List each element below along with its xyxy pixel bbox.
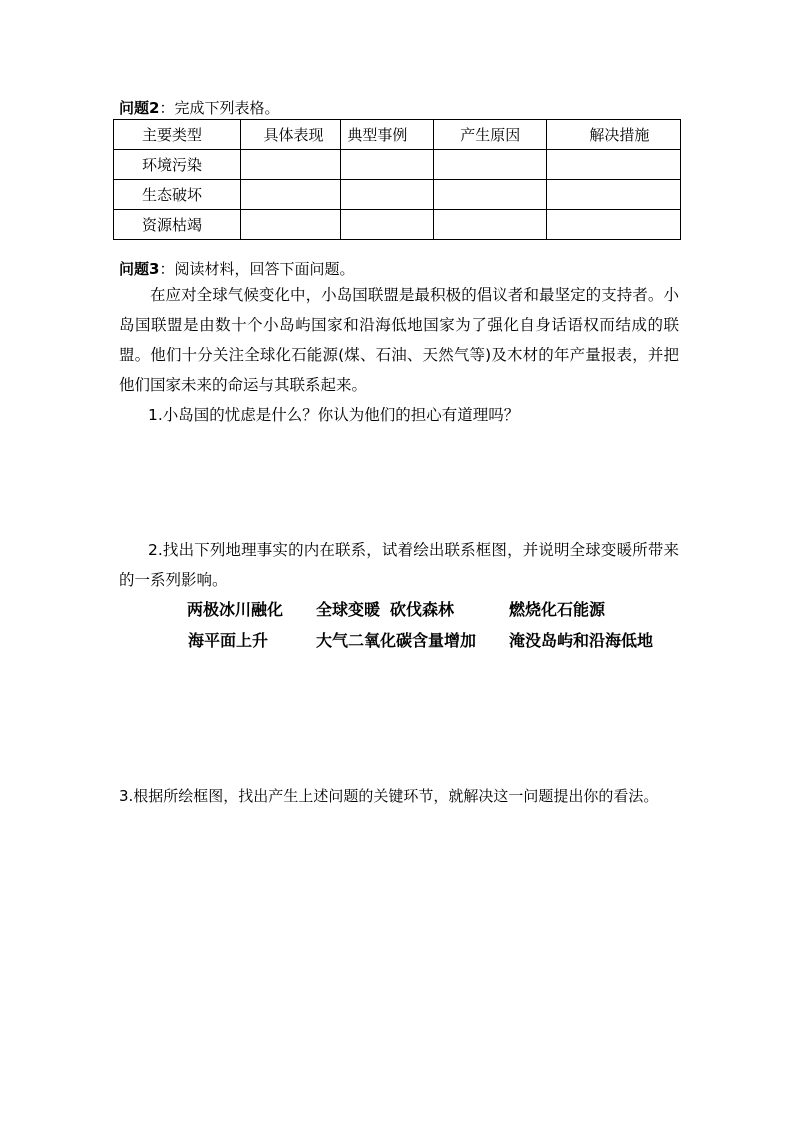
term-sea-level-rise: 海平面上升: [188, 631, 269, 650]
table-cell: 环境污染: [114, 150, 241, 180]
table-cell[interactable]: [341, 150, 434, 180]
table-header-cell: 具体表现: [241, 120, 341, 150]
table-row: [114, 150, 681, 180]
question-3-title: [119, 258, 354, 279]
table-cell: 生态破坏: [114, 180, 241, 210]
table-cell[interactable]: [547, 210, 681, 240]
table-row: [114, 210, 681, 240]
term-polar-glacier-melt: 两极冰川融化: [187, 600, 284, 619]
question-2-text: ：完成下列表格。: [159, 99, 280, 117]
term-atmospheric-co2-increase: 大气二氧化碳含量增加: [316, 631, 477, 650]
table-cell[interactable]: [241, 150, 341, 180]
table-cell[interactable]: [547, 180, 681, 210]
table-header-row: [114, 120, 681, 150]
question-2-label: 问题2: [119, 99, 160, 117]
question-2-title: [119, 97, 279, 118]
table-cell[interactable]: [434, 150, 547, 180]
table-cell[interactable]: [341, 210, 434, 240]
term-burning-fossil-fuels: 燃烧化石能源: [509, 600, 606, 619]
table-header-cell: 产生原因: [434, 120, 547, 150]
summary-table: [113, 119, 681, 240]
table-cell: 资源枯竭: [114, 210, 241, 240]
table-row: [114, 180, 681, 210]
question-3-text: ：阅读材料，回答下面问题。: [159, 260, 355, 278]
table-header-cell: 解决措施: [547, 120, 681, 150]
sub-question-2: 2.找出下列地理事实的内在联系，试着绘出联系框图，并说明全球变暖所带来的一系列影响。: [119, 541, 679, 589]
reading-material: 在应对全球气候变化中，小岛国联盟是最积极的倡议者和最坚定的支持者。小岛国联盟是由数十个小岛屿国家和沿海低地国家为了强化自身话语权而结成的联盟。他们十分关注全球化石能源(煤、石油、天然气等)及木材的年产量报表，并把他们国家未来的命运与其联系起来。: [119, 286, 679, 394]
table-cell[interactable]: [434, 210, 547, 240]
table-header-cell: 主要类型: [114, 120, 241, 150]
table-cell[interactable]: [241, 210, 341, 240]
sub-question-1: 1.小岛国的忧虑是什么？你认为他们的担心有道理吗？: [148, 406, 520, 424]
table-cell[interactable]: [434, 180, 547, 210]
sub-question-3: 3.根据所绘框图，找出产生上述问题的关键环节，就解决这一问题提出你的看法。: [119, 787, 659, 805]
table-cell[interactable]: [341, 180, 434, 210]
term-deforestation: 砍伐森林: [390, 600, 455, 619]
term-flooding-islands-lowlands: 淹没岛屿和沿海低地: [509, 631, 654, 650]
question-3-label: 问题3: [119, 260, 160, 278]
table-cell[interactable]: [547, 150, 681, 180]
table-header-cell: 典型事例: [341, 120, 434, 150]
term-global-warming: 全球变暖: [316, 600, 381, 619]
table-cell[interactable]: [241, 180, 341, 210]
